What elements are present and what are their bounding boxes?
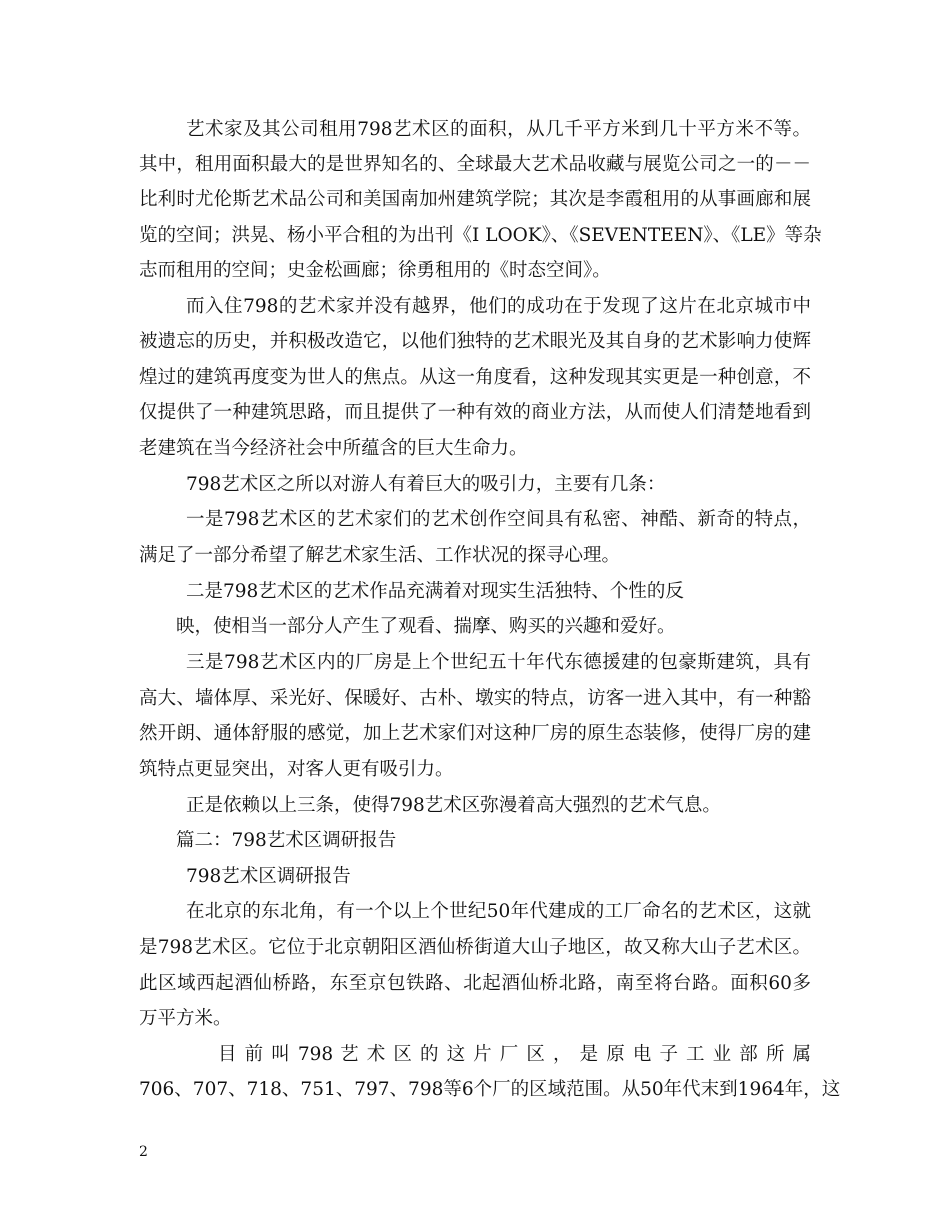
text-line: 满足了一部分希望了解艺术家生活、工作状况的探寻心理。 [139,545,621,566]
text-line: 仅提供了一种建筑思路，而且提供了一种有效的商业方法，从而使人们清楚地看到 [139,402,811,423]
text-line: 艺术家及其公司租用798艺术区的面积，从几千平方米到几十平方米不等。 [186,119,811,140]
report-title: 798艺术区调研报告 [186,866,351,887]
text-line: 二是798艺术区的艺术作品充满着对现实生活独特、个性的反 [186,581,684,602]
text-line: 志而租用的空间；史金松画廊；徐勇租用的《时态空间》。 [139,260,611,281]
text-line: 其中，租用面积最大的是世界知名的、全球最大艺术品收藏与展览公司之一的－－ [139,154,811,175]
text-line: 是798艺术区。它位于北京朝阳区酒仙桥街道大山子地区，故又称大山子艺术区。 [139,937,811,958]
text-line: 而入住798的艺术家并没有越界，他们的成功在于发现了这片在北京城市中 [186,296,811,317]
text-line: 在北京的东北角，有一个以上个世纪50年代建成的工厂命名的艺术区，这就 [186,901,811,922]
text-line: 煌过的建筑再度变为世人的焦点。从这一角度看，这种发现其实更是一种创意，不 [139,367,811,388]
text-line: 筑特点更显突出，对客人更有吸引力。 [139,759,454,780]
text-line: 被遗忘的历史，并积极改造它，以他们独特的艺术眼光及其自身的艺术影响力使辉 [139,331,811,352]
text-line: 正是依赖以上三条，使得798艺术区弥漫着高大强烈的艺术气息。 [186,795,721,816]
text-line: 览的空间；洪晃、杨小平合租的为出刊《I LOOK》、《SEVENTEEN》、《LE》等杂 [139,225,822,246]
text-line: 万平方米。 [139,1008,232,1029]
text-line: 老建筑在当今经济社会中所蕴含的巨大生命力。 [139,438,528,459]
page-number: 2 [139,1144,148,1160]
text-line: 此区域西起酒仙桥路，东至京包铁路、北起酒仙桥北路，南至将台路。面积60多 [139,973,811,994]
text-line: 比利时尤伦斯艺术品公司和美国南加州建筑学院；其次是李霞租用的从事画廊和展 [139,189,811,210]
text-line: 798艺术区之所以对游人有着巨大的吸引力，主要有几条： [186,474,666,495]
text-line: 映，使相当一部分人产生了观看、揣摩、购买的兴趣和爱好。 [176,616,676,637]
text-line: 然开朗、通体舒服的感觉，加上艺术家们对这种厂房的原生态装修，使得厂房的建 [139,723,811,744]
section-heading: 篇二：798艺术区调研报告 [176,830,397,851]
text-line: 高大、墙体厚、采光好、保暖好、古朴、墩实的特点，访客一进入其中，有一种豁 [139,688,811,709]
text-line: 目 前 叫 798 艺 术 区 的 这 片 厂 区 ， 是 原 电 子 工 业 部 所 属 [218,1044,811,1065]
text-line: 一是798艺术区的艺术家们的艺术创作空间具有私密、神酷、新奇的特点， [186,509,811,530]
text-line: 三是798艺术区内的厂房是上个世纪五十年代东德援建的包豪斯建筑，具有 [186,652,811,673]
text-line: 706、707、718、751、797、798等6个厂的区域范围。从50年代末到1964年，这 [139,1079,841,1100]
